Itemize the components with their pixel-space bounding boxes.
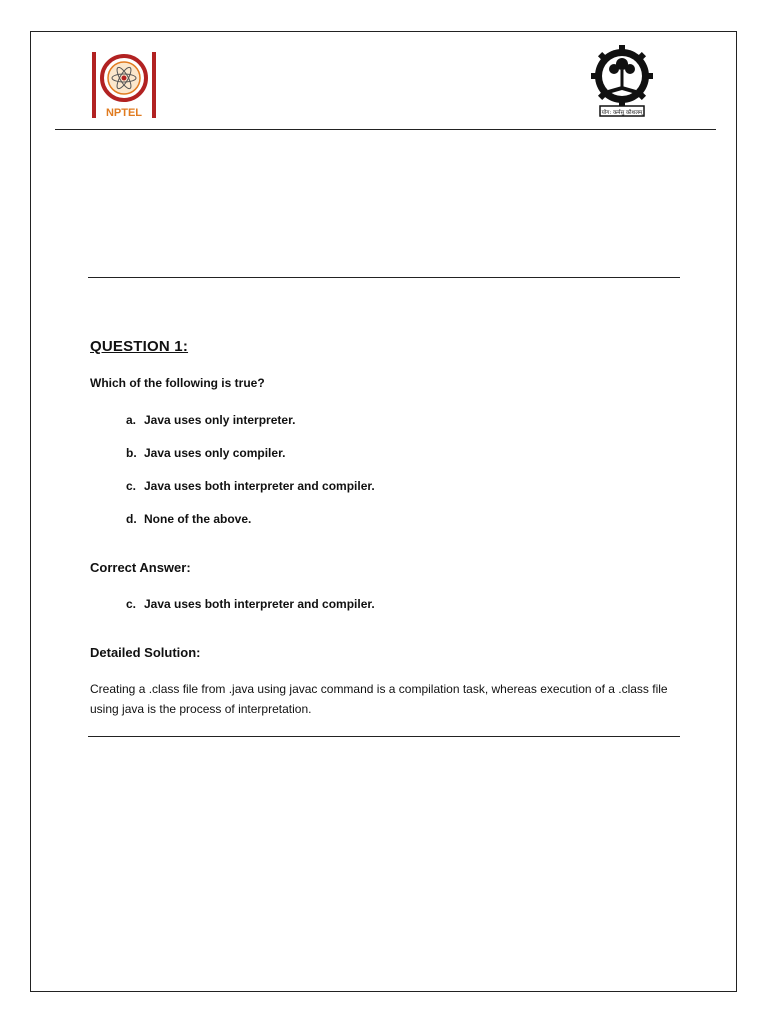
question-text: Which of the following is true? (90, 376, 265, 390)
iit-emblem (590, 44, 654, 122)
option-text: Java uses only interpreter. (144, 413, 296, 427)
answer-text: Java uses both interpreter and compiler. (144, 597, 375, 611)
option-letter: b. (126, 446, 137, 460)
solution-text: Creating a .class file from .java using javac command is a compilation task, whereas execution of a .class file using java is the process of interpretation. (90, 682, 668, 716)
header-divider (55, 129, 716, 130)
iit-emblem-motto: योग: कर्मसु कौशलम् (601, 110, 643, 116)
option-text: Java uses both interpreter and compiler. (144, 479, 375, 493)
solution-heading: Detailed Solution: (90, 645, 201, 660)
answer-letter: c. (126, 597, 137, 611)
option-text: Java uses only compiler. (144, 446, 286, 460)
nptel-logo (90, 50, 158, 122)
content-top-divider (88, 277, 680, 278)
option-letter: d. (126, 512, 137, 526)
nptel-logo-text: NPTEL (105, 107, 143, 119)
option-letter: c. (126, 479, 137, 493)
correct-answer-heading: Correct Answer: (90, 560, 191, 575)
option-a (126, 413, 295, 427)
option-d (126, 512, 251, 526)
option-letter: a. (126, 413, 137, 427)
option-c (126, 479, 375, 493)
content-bottom-divider (88, 736, 680, 737)
correct-answer (126, 597, 375, 611)
option-b (126, 446, 285, 460)
option-text: None of the above. (144, 512, 252, 526)
question-title: QUESTION 1: (90, 338, 189, 355)
